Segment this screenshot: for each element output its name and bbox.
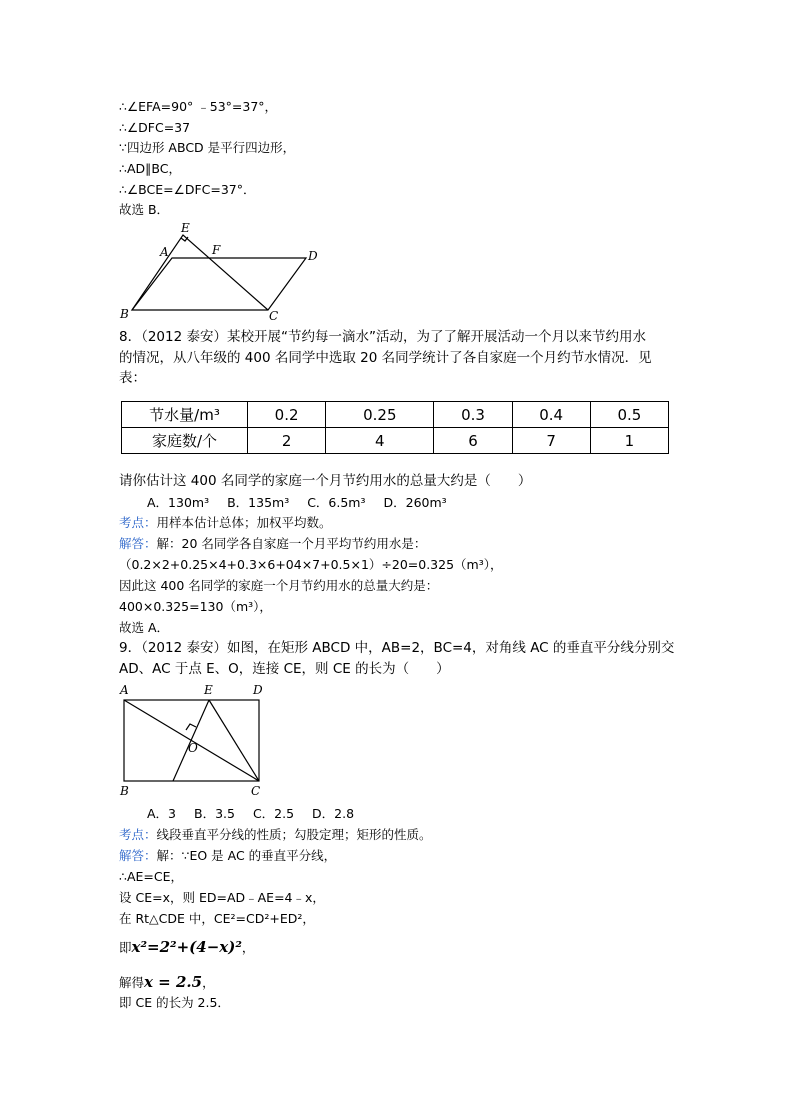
choice-c: C．6.5m³	[307, 495, 366, 510]
label-e: E	[204, 683, 213, 697]
solution-line: ∴∠EFA=90° ﹣53°=37°，	[119, 99, 278, 114]
jieda-text: 解：20 名同学各自家庭一个月平均节约用水是：	[156, 536, 427, 551]
choice-a: A．3	[147, 806, 177, 821]
q8-stem-line: 的情况，从八年级的 400 名同学中选取 20 名同学统计了各自家庭一个月约节水情况．见	[119, 350, 652, 366]
choice-d: D．2.8	[312, 806, 355, 821]
right-angle-mark-e	[181, 237, 188, 241]
right-angle-mark-o	[186, 724, 196, 730]
table-cell: 2	[248, 428, 326, 454]
q8-stem-line: 8．（2012 泰安）某校开展“节约每一滴水”活动，为了了解开展活动一个月以来节约用水	[119, 329, 646, 345]
parallelogram-figure	[110, 222, 330, 322]
label-e: E	[181, 222, 190, 235]
kaodian-text: 线段垂直平分线的性质；勾股定理；矩形的性质。	[156, 827, 432, 842]
q9-equation-line	[119, 937, 254, 958]
q9-stem-line: 9．（2012 泰安）如图，在矩形 ABCD 中，AB=2，BC=4，对角线 AC 的垂直平分线分别交	[119, 640, 675, 656]
table-cell: 4	[326, 428, 434, 454]
q9-kaodian	[119, 825, 432, 845]
q9-solution-line: ∴AE=CE，	[119, 869, 184, 884]
q9-choices	[147, 804, 368, 824]
label-d: D	[308, 249, 318, 263]
result-math: x = 2.5	[144, 973, 203, 991]
table-cell: 7	[512, 428, 590, 454]
result-suffix: ，	[202, 975, 215, 990]
label-b: B	[120, 307, 129, 321]
choice-b: B．135m³	[227, 495, 290, 510]
jieda-label: 解答：	[119, 536, 157, 551]
equation-prefix: 即	[119, 940, 132, 955]
table-cell: 0.2	[248, 402, 326, 428]
choice-b: B．3.5	[194, 806, 235, 821]
solution-line: ∴AD∥BC，	[119, 161, 181, 176]
label-c: C	[251, 784, 261, 798]
label-b: B	[120, 784, 129, 798]
table-row	[122, 428, 669, 454]
q9-solution-line: 在 Rt△CDE 中，CE²=CD²+ED²，	[119, 911, 315, 926]
table-cell: 0.25	[326, 402, 434, 428]
triangle-bec-sides	[132, 235, 268, 310]
q9-stem-line: AD、AC 于点 E、O，连接 CE，则 CE 的长为（ ）	[119, 661, 450, 677]
solution-line: ∵四边形 ABCD 是平行四边形，	[119, 140, 296, 155]
label-a: A	[160, 245, 169, 259]
result-prefix: 解得	[119, 975, 145, 990]
segment-ce	[209, 700, 259, 781]
q9-jieda	[119, 846, 336, 866]
table-cell: 1	[590, 428, 668, 454]
row-header-families: 家庭数/个	[122, 428, 248, 454]
solution-line: 故选 B．	[119, 202, 170, 217]
table-cell: 0.5	[590, 402, 668, 428]
table-cell: 0.3	[434, 402, 512, 428]
q8-calc-line: （0.2×2+0.25×4+0.3×6+04×7+0.5×1）÷20=0.325（m³），	[119, 557, 503, 572]
choice-a: A．130m³	[147, 495, 210, 510]
row-header-water: 节水量/m³	[122, 402, 248, 428]
label-c: C	[269, 309, 279, 322]
q9-final-line: 即 CE 的长为 2.5．	[119, 995, 230, 1010]
table-cell: 6	[434, 428, 512, 454]
solution-line: ∴∠BCE=∠DFC=37°．	[119, 182, 256, 197]
q9-solution-line: 设 CE=x，则 ED=AD﹣AE=4﹣x，	[119, 890, 325, 905]
kaodian-text: 用样本估计总体；加权平均数。	[156, 515, 332, 530]
water-saving-table	[121, 401, 669, 454]
kaodian-label: 考点：	[119, 827, 157, 842]
q9-result-line	[119, 972, 215, 993]
label-d: D	[253, 683, 263, 697]
label-f: F	[212, 243, 221, 257]
choice-c: C．2.5	[252, 806, 295, 821]
parallelogram-abcd	[132, 258, 306, 310]
q8-kaodian	[119, 513, 332, 533]
jieda-label: 解答：	[119, 848, 157, 863]
choice-d: D．260m³	[383, 495, 447, 510]
q8-calc-line: 400×0.325=130（m³），	[119, 599, 272, 614]
equation-suffix: ，	[241, 940, 255, 955]
table-cell: 0.4	[512, 402, 590, 428]
q8-choices	[147, 493, 461, 513]
q8-calc-line: 因此这 400 名同学的家庭一个月节约用水的总量大约是：	[119, 578, 439, 593]
label-o: O	[188, 741, 198, 755]
label-a: A	[120, 683, 129, 697]
q8-jieda	[119, 534, 426, 554]
jieda-text: 解：∵EO 是 AC 的垂直平分线，	[156, 848, 337, 863]
q8-stem-line: 表：	[119, 370, 146, 386]
q8-answer: 故选 A．	[119, 620, 170, 635]
solution-line: ∴∠DFC=37	[119, 120, 191, 135]
kaodian-label: 考点：	[119, 515, 157, 530]
q8-question: 请你估计这 400 名同学的家庭一个月节约用水的总量大约是（ ）	[119, 473, 532, 489]
rectangle-figure	[110, 682, 280, 800]
equation-math: x²=2²+(4−x)²	[131, 938, 242, 956]
table-row	[122, 402, 669, 428]
